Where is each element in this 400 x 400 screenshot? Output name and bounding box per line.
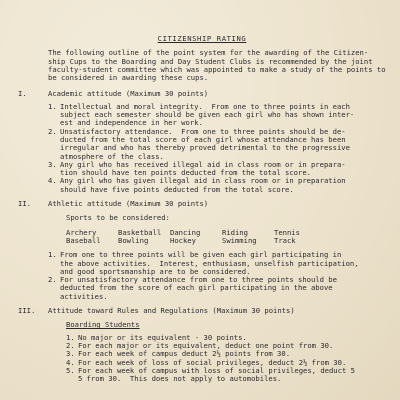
section-heading: Athletic attitude (Maximum 30 points) [48, 199, 209, 209]
section-numeral: I. [18, 89, 27, 99]
page-title: CITIZENSHIP RATING [157, 34, 247, 43]
intro-paragraph: The following outline of the point system for the awarding of the Citizen- ship Cups to the Boarding and Day Student Clubs is recommended by the joint faculty-student committee which was appointed to make a study of the points to be considered in awarding these cups. [48, 48, 386, 83]
section-academic [18, 90, 386, 194]
item-number: 4. [66, 357, 75, 367]
item-text: Intellectual and moral integrity. From one to three points in each subject each semester should be given each girl who has shown inter- est and independence in her work. [60, 101, 355, 128]
sport-name: Archery [66, 227, 97, 237]
sport-name: Track [274, 235, 296, 245]
item-number: 1. [66, 332, 75, 342]
sport-name: Basketball [118, 227, 162, 237]
sports-label: Sports to be considered: [66, 213, 170, 223]
item-number: 2. [48, 275, 57, 285]
item-number: 4. [48, 176, 57, 186]
section-heading: Academic attitude (Maximum 30 points) [48, 89, 209, 99]
sport-name: Bowling [118, 235, 149, 245]
item-number: 2. [48, 126, 57, 136]
item-text: For unsatisfactory attendance from one to three points should be deducted from the score of each girl participating in the above activities. [60, 275, 337, 301]
item-text: For each week of campus with loss of social privileges, deduct 5 5 from 30. This does not apply to automobiles. [78, 365, 355, 384]
item-text: Any girl who has received illegal aid in class room or in prepara- tion should have ten points deducted from the total score. [60, 159, 346, 178]
section-numeral: II. [18, 199, 31, 209]
list-item [48, 177, 386, 194]
item-text: Unsatisfactory attendance. From one to three points should be de- ducted from the total score of each girl whose attendance has been irregular and who has thereby proved detrimental to the progressive atmosphere of the class. [60, 126, 350, 161]
section-numeral: III. [18, 306, 36, 316]
item-text: Any girl who has given illegal aid in class room or in preparation should have five points deducted from the total score. [60, 176, 346, 194]
list-item [48, 161, 386, 178]
sports-table [66, 229, 326, 246]
list-item [48, 276, 386, 301]
sport-name: Swimming [222, 235, 257, 245]
item-number: 3. [48, 159, 57, 169]
sport-name: Dancing [170, 227, 201, 237]
sport-name: Riding [222, 227, 248, 237]
sub-heading: Boarding Students [66, 320, 140, 330]
sport-name: Tennis [274, 227, 300, 237]
sport-name: Baseball [66, 235, 101, 245]
sport-name: Hockey [170, 235, 196, 245]
item-number: 1. [48, 101, 57, 111]
section-rules [18, 307, 386, 383]
list-item [48, 103, 386, 128]
item-number: 3. [66, 349, 75, 359]
item-text: For each week of loss of social privileges, deduct 2½ from 30. [78, 357, 347, 367]
item-number: 1. [48, 250, 57, 260]
item-text: For each week of campus deduct 2½ points from 30. [78, 349, 291, 359]
item-text: For each major or its equivalent, deduct one point from 30. [78, 340, 334, 350]
section-heading: Attitude toward Rules and Regulations (Maximum 30 points) [48, 306, 295, 316]
list-item [66, 367, 386, 384]
list-item [48, 251, 386, 276]
item-number: 5. [66, 365, 75, 375]
item-text: From one to three points will be given each girl participating in the above activities. Interest, enthusiasm, unselfish participation, and good sportsmanship are to be considered. [60, 250, 359, 276]
list-item [48, 128, 386, 161]
sports-row [66, 237, 326, 245]
item-text: No major or its equivalent - 30 points. [78, 332, 247, 342]
section-athletic [18, 200, 386, 301]
item-number: 2. [66, 340, 75, 350]
